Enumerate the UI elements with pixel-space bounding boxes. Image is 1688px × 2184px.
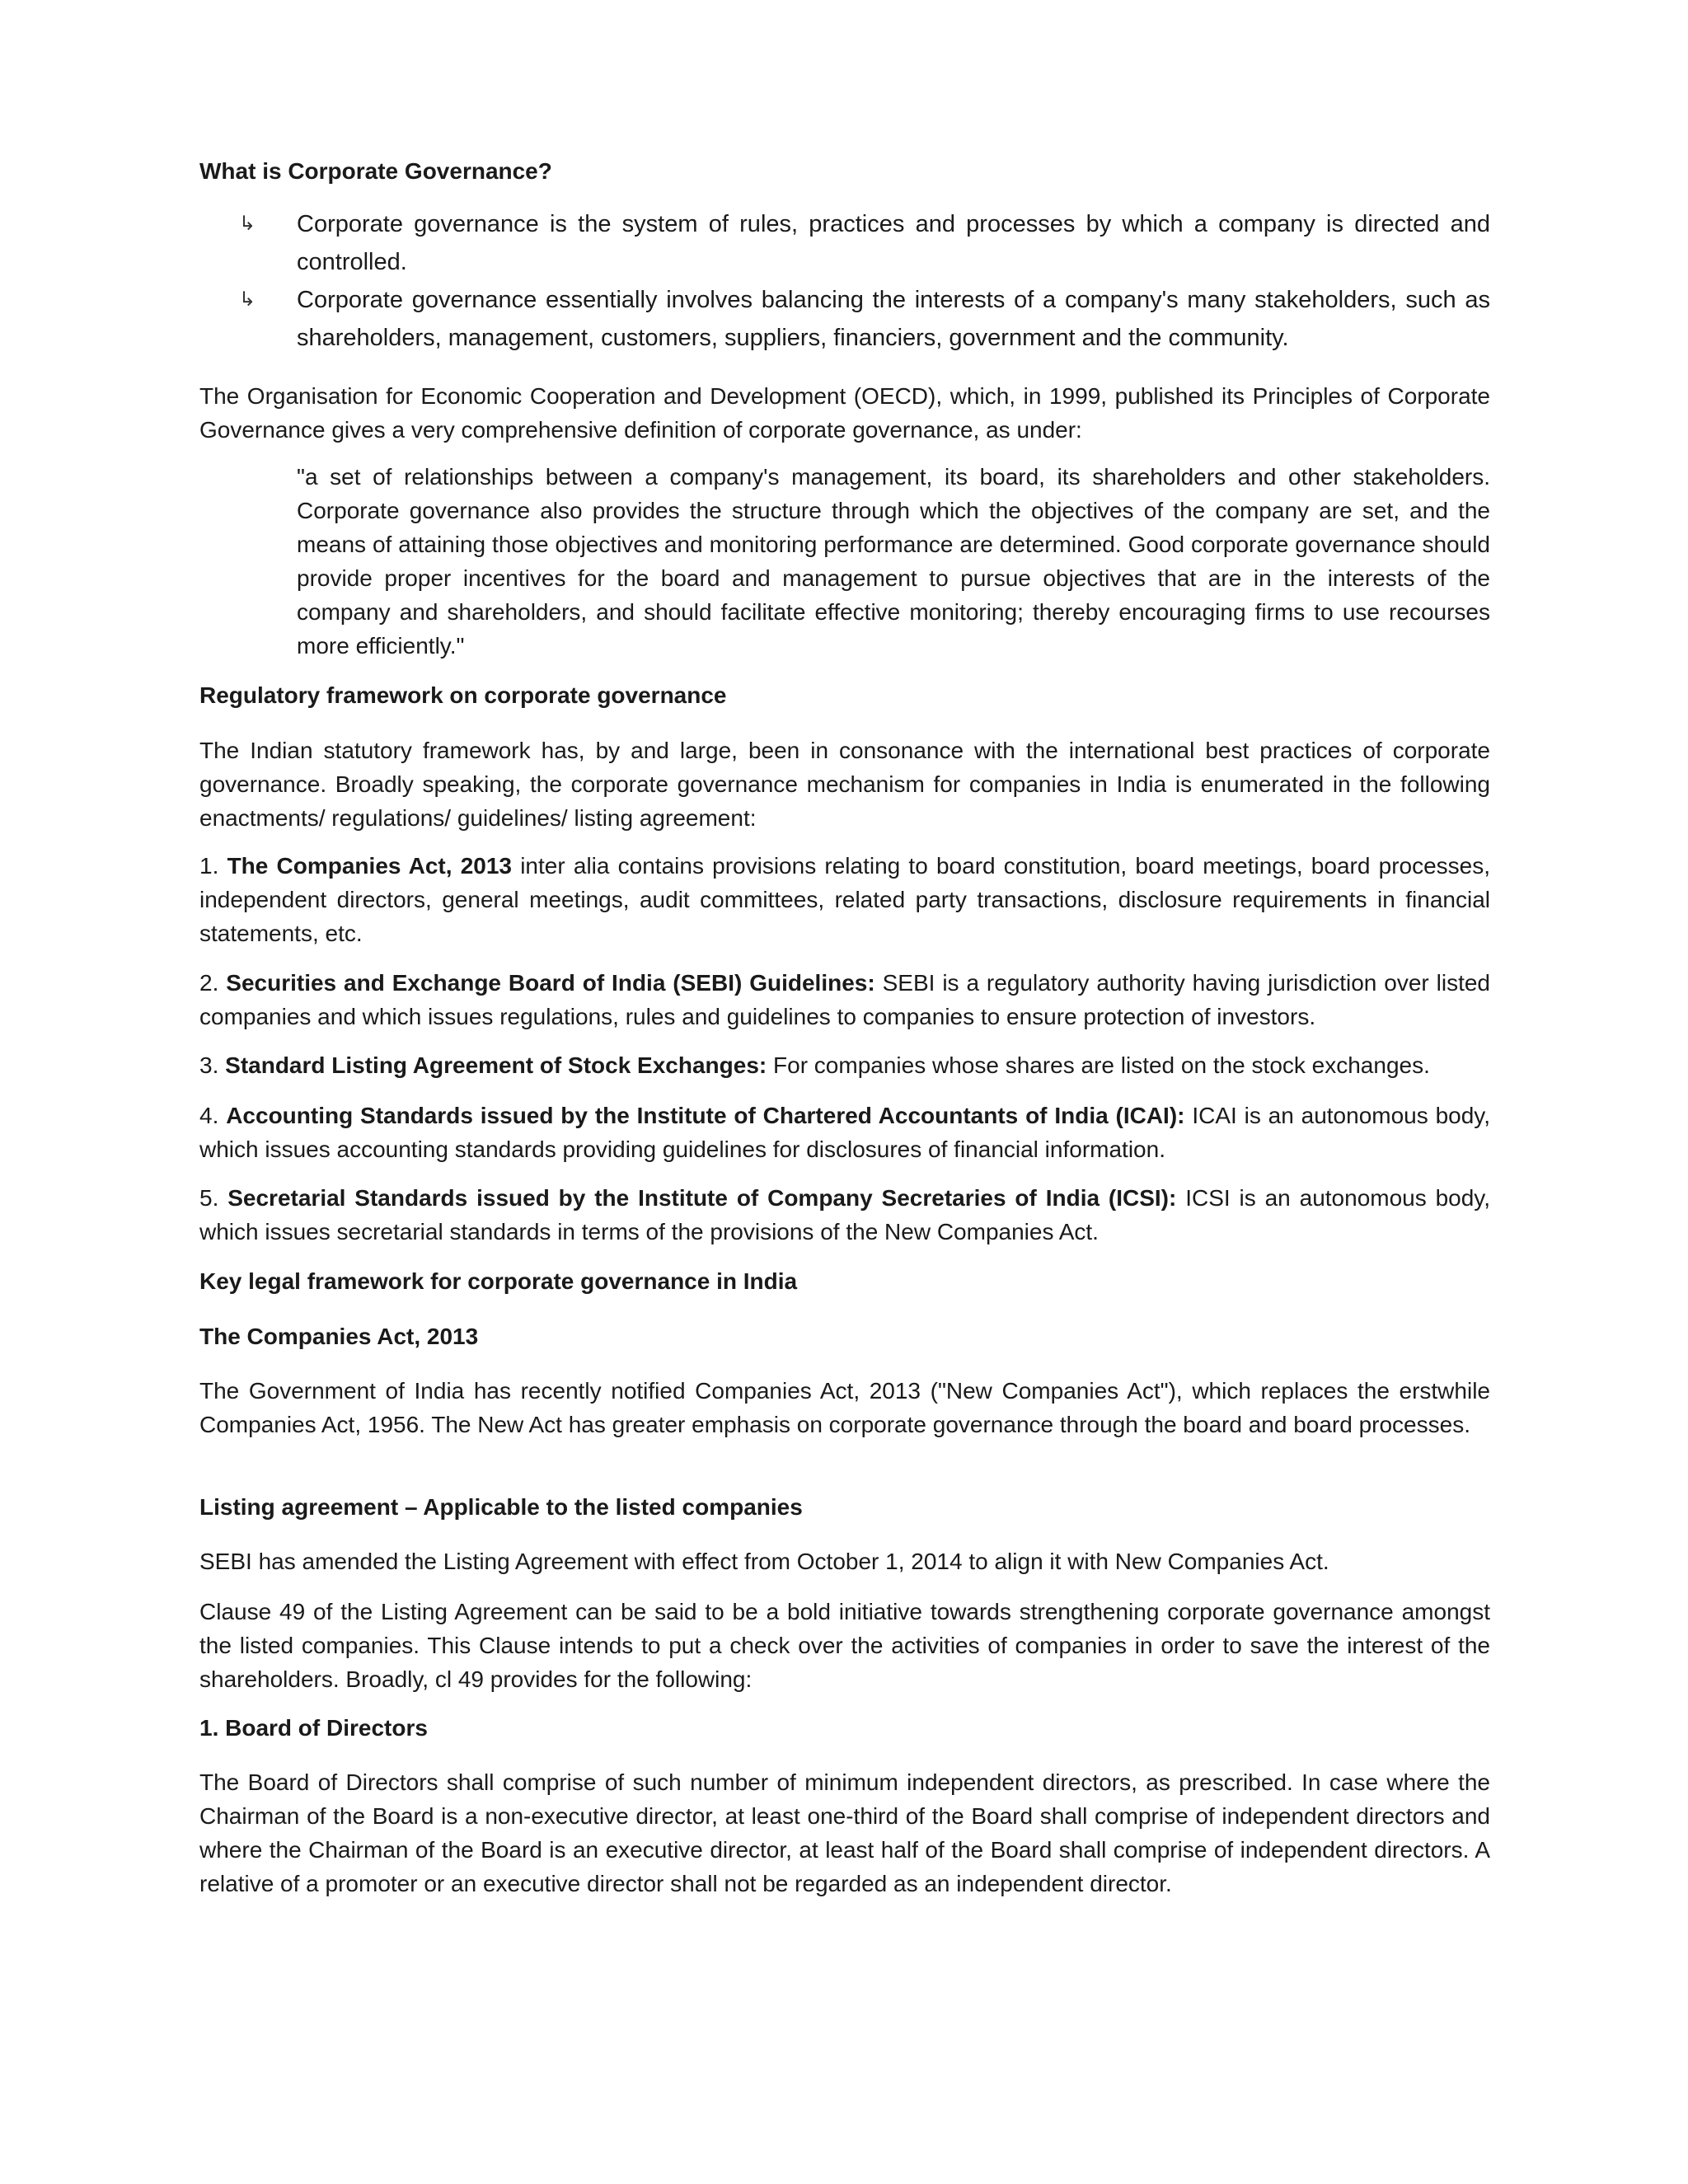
arrow-bullet-icon: ↳ [239,288,256,311]
bullet-text: Corporate governance essentially involves balancing the interests of a company's many stakeholders, such as shareholders, management, customers, suppliers, financiers, government and the community. [297,287,1490,351]
heading-companies-act-2013: The Companies Act, 2013 [199,1324,479,1349]
item-title: Accounting Standards issued by the Institute of Chartered Accountants of India (ICAI): [226,1103,1185,1128]
arrow-bullet-icon: ↳ [239,213,256,235]
item-title: The Companies Act, 2013 [227,853,513,879]
heading-regulatory-framework: Regulatory framework on corporate governance [199,682,727,708]
item-description: ICSI is an autonomous body, which issues secretarial standards in terms of the provisions of the New Companies Act. [199,1185,1491,1244]
heading-key-legal-framework: Key legal framework for corporate governance in India [199,1268,798,1294]
board-of-directors-paragraph: The Board of Directors shall comprise of such number of minimum independent directors, as prescribed. In case where the Chairman of the Board is a non-executive director, at least one-third of the Board shall comprise of independent directors and where the Chairman of the Board is an executive director, at least half of the Board shall comprise of independent directors. A relative of a promoter or an executive director shall not be regarded as an independent director. [199,1769,1490,1896]
framework-item-companies-act [199,849,1490,950]
bullet-text: Corporate governance is the system of rules, practices and processes by which a company is directed and controlled. [297,211,1490,275]
heading-board-of-directors: 1. Board of Directors [199,1715,428,1741]
item-description: ICAI is an autonomous body, which issues accounting standards providing guidelines for disclosures of financial information. [199,1103,1490,1162]
companies-act-paragraph: The Government of India has recently notified Companies Act, 2013 ("New Companies Act"), which replaces the erstwhile Companies Act, 1956. The New Act has greater emphasis on corporate governance through the board and board processes. [199,1378,1490,1437]
item-description: SEBI is a regulatory authority having jurisdiction over listed companies and which issues regulations, rules and guidelines to companies to ensure protection of investors. [199,970,1490,1029]
framework-item-listing-agreement [199,1048,1490,1082]
item-description: inter alia contains provisions relating to board constitution, board meetings, board processes, independent directors, general meetings, audit committees, related party transactions, disclosure requirements in financial statements, etc. [199,853,1491,946]
heading-listing-agreement: Listing agreement – Applicable to the listed companies [199,1494,803,1520]
item-number: 5. [199,1185,219,1211]
item-title: Standard Listing Agreement of Stock Exchanges: [225,1052,767,1078]
oecd-intro-paragraph: The Organisation for Economic Cooperation and Development (OECD), which, in 1999, published its Principles of Corporate Governance gives a very comprehensive definition of corporate governance, as under: [199,383,1490,443]
item-number: 4. [199,1103,219,1128]
item-title: Securities and Exchange Board of India (SEBI) Guidelines: [226,970,875,996]
framework-item-icai [199,1099,1490,1166]
item-description: For companies whose shares are listed on the stock exchanges. [767,1052,1430,1078]
regulatory-intro-paragraph: The Indian statutory framework has, by and large, been in consonance with the international best practices of corporate governance. Broadly speaking, the corporate governance mechanism for companies in India is enumerated in the following enactments/ regulations/ guidelines/ listing agreement: [199,738,1490,831]
item-number: 3. [199,1052,219,1078]
item-title: Secretarial Standards issued by the Institute of Company Secretaries of India (ICSI): [227,1185,1177,1211]
item-number: 1. [199,853,219,879]
framework-item-icsi [199,1181,1490,1249]
oecd-definition-quote: "a set of relationships between a company's management, its board, its shareholders and other stakeholders. Corporate governance also provides the structure through which the objectives of the company are set, and the means of attaining those objectives and monitoring performance are determined. Good corporate governance should provide proper incentives for the board and management to pursue objectives that are in the interests of the company and shareholders, and should facilitate effective monitoring; thereby encouraging firms to use recourses more efficiently." [297,464,1490,658]
framework-item-sebi [199,966,1490,1033]
listing-paragraph-2: Clause 49 of the Listing Agreement can be said to be a bold initiative towards strengthening corporate governance amongst the listed companies. This Clause intends to put a check over the activities of companies in order to save the interest of the shareholders. Broadly, cl 49 provides for the following: [199,1599,1490,1692]
listing-paragraph-1: SEBI has amended the Listing Agreement with effect from October 1, 2014 to align it with New Companies Act. [199,1549,1329,1574]
heading-what-is-corporate-governance: What is Corporate Governance? [199,158,552,184]
item-number: 2. [199,970,219,996]
